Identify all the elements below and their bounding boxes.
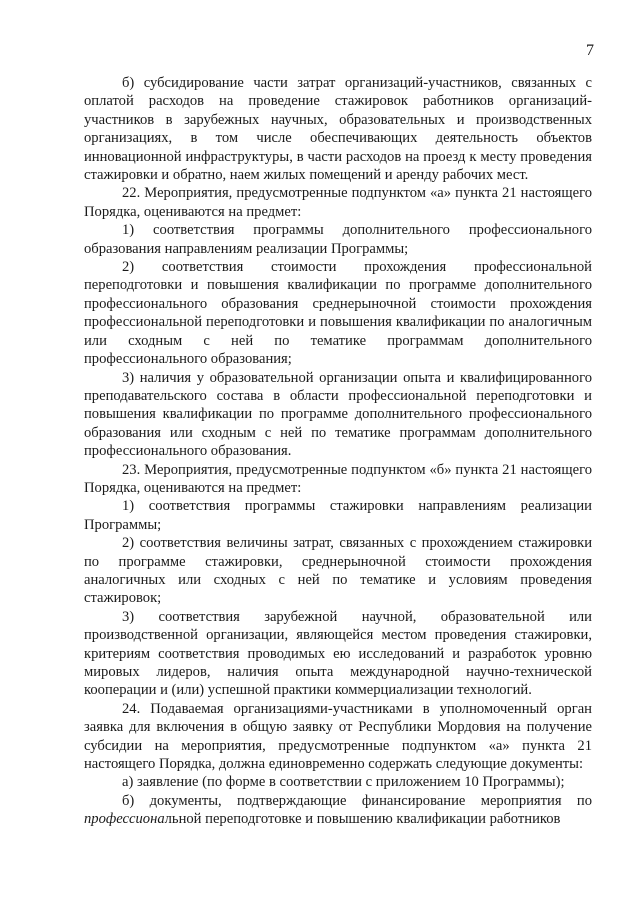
page-number: 7 <box>586 42 594 59</box>
paragraph-24-header: 24. Подаваемая организациями-участниками в уполномоченный орган заявка для включения в общую заявку от Республики Мордовия на получение субсидии на мероприятия, предусмотренные подпунктом «а» пункта 21 настоящего Порядка, должна единовременно содержать следующие документы: <box>84 700 592 773</box>
document-body <box>84 74 592 829</box>
paragraph-23-item-1: 1) соответствия программы стажировки направлениям реализации Программы; <box>84 498 592 533</box>
paragraph-subsidy-internships: б) субсидирование части затрат организаций-участников, связанных с оплатой расходов на проведение стажировок работников организаций-участников в зарубежных научных, образовательных и производственных организациях, в том числе обеспечивающих деятельность объектов инновационной инфраструктуры, в части расходов на проезд к месту проведения стажировки и обратно, наем жилых помещений и аренду рабочих мест. <box>84 75 592 184</box>
paragraph-24-item-b-text-1: б) документы, подтверждающие финансирование мероприятия по <box>122 792 592 809</box>
paragraph-23-item-3: 3) соответствия зарубежной научной, образовательной или производственной организации, являющейся местом проведения стажировки, критериям соответствия проводимых ею исследований и разработок уровню мировых лидеров, наличия опыта международной научно-технической кооперации и (или) успешной практики коммерциализации технологий. <box>84 608 592 699</box>
paragraph-22-item-1: 1) соответствия программы дополнительного профессионального образования направлениям реализации Программы; <box>84 222 592 257</box>
paragraph-22-item-3: 3) наличия у образовательной организации опыта и квалифицированного преподавательского состава в области профессиональной переподготовки и повышения квалификации по программе дополнительного профессионального образования или сходным с ней по тематике программам дополнительного профессионального образования. <box>84 369 592 460</box>
paragraph-24-item-b-italic-text: профессиона <box>84 811 165 828</box>
paragraph-22-item-2: 2) соответствия стоимости прохождения профессиональной переподготовки и повышения квалификации по программе дополнительного профессионального образования среднерыночной стоимости прохождения профессиональной переподготовки и повышения квалификации по аналогичным или сходным с ней по тематике программам дополнительного профессионального образования; <box>84 259 592 368</box>
paragraph-23-header: 23. Мероприятия, предусмотренные подпунктом «б» пункта 21 настоящего Порядка, оцениваются на предмет: <box>84 461 592 496</box>
paragraph-24-item-a: а) заявление (по форме в соответствии с приложением 10 Программы); <box>122 774 565 791</box>
paragraph-22-header: 22. Мероприятия, предусмотренные подпунктом «а» пункта 21 настоящего Порядка, оцениваются на предмет: <box>84 185 592 220</box>
paragraph-24-item-b <box>84 792 592 829</box>
paragraph-24-item-b-text-2: льной переподготовке и повышению квалификации работников <box>164 811 561 828</box>
paragraph-23-item-2: 2) соответствия величины затрат, связанных с прохождением стажировки по программе стажировки, среднерыночной стоимости прохождения аналогичных или сходных с ней по тематике и условиям проведения стажировок; <box>84 535 592 607</box>
